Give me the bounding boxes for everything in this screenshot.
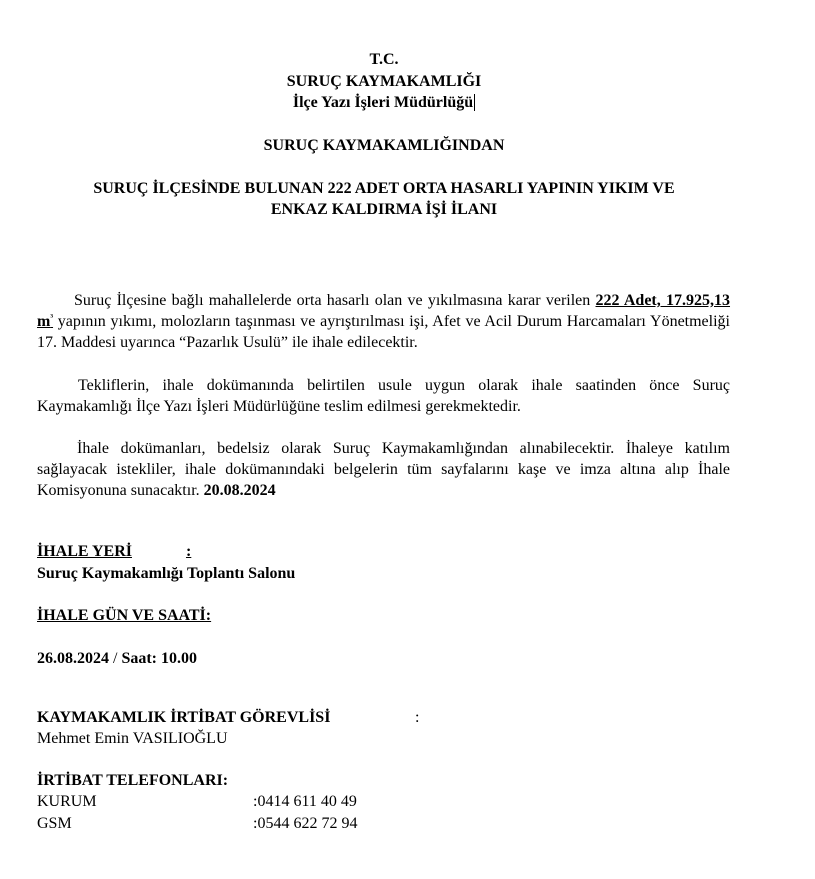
- phone-kurum-label: KURUM: [37, 793, 97, 810]
- paragraph-1-quantity: 222 Adet, 17.925,13 $m^{^3}$: [37, 292, 731, 330]
- header-mudurluk: [0, 92, 768, 113]
- paragraph-1-intro: Suruç İlçesine bağlı mahallelerde orta hasarlı olan ve yıkılmasına karar verilen: [74, 292, 596, 309]
- paragraph-3-date: 20.08.2024: [203, 482, 276, 499]
- paragraph-2: [37, 375, 730, 417]
- contact-value: Mehmet Emin VASILIOĞLU: [37, 730, 228, 747]
- phones-label: İRTİBAT TELEFONLARI:: [37, 772, 229, 789]
- paragraph-1: [37, 290, 730, 353]
- contact-colon: :: [415, 709, 420, 726]
- paragraph-2-text: Tekliflerin, ihale dokümanında belirtilen usule uygun olarak ihale saatinden önce Suruç Kaymakamlığı İlçe Yazı İşleri Müdürlüğüne teslim edilmesi gerekmektedir.: [37, 377, 730, 415]
- phone-gsm-label: GSM: [37, 815, 72, 832]
- place-value: Suruç Kaymakamlığı Toplantı Salonu: [37, 565, 296, 582]
- announcement-title-line2: ENKAZ KALDIRMA İŞİ İLANI: [270, 201, 498, 218]
- header-mudurluk-text: İlçe Yazı İşleri Müdürlüğü: [292, 94, 474, 111]
- phone-kurum-value: :0414 611 40 49: [253, 793, 357, 810]
- datetime-value: 26.08.2024 / Saat: 10.00: [37, 650, 198, 667]
- place-label: İHALE YERİ :: [37, 543, 192, 560]
- paragraph-3-text: İhale dokümanları, bedelsiz olarak Suruç Kaymakamlığından alınabilecektir. İhaleye katılım sağlayacak istekliler, ihale dokümanındaki belgelerin tüm sayfalarını kaşe ve imza altına alıp İhale Komisyonuna sunacaktır.: [37, 440, 730, 499]
- issuer-heading: SURUÇ KAYMAKAMLIĞINDAN: [263, 137, 505, 154]
- header-kaymakamlik: SURUÇ KAYMAKAMLIĞI: [286, 73, 482, 90]
- paragraph-1-rest: yapının yıkımı, molozların taşınması ve ayrıştırılması işi, Afet ve Acil Durum Harcamaları Yönetmeliği 17. Maddesi uyarınca “Pazarlık Usulü” ile ihale edilecektir.: [37, 313, 730, 351]
- header-tc: T.C.: [369, 51, 399, 68]
- contact-label: KAYMAKAMLIK İRTİBAT GÖREVLİSİ: [37, 709, 331, 726]
- announcement-title-line1: SURUÇ İLÇESİNDE BULUNAN 222 ADET ORTA HASARLI YAPININ YIKIM VE: [93, 180, 675, 197]
- phone-gsm-value: :0544 622 72 94: [253, 815, 358, 832]
- datetime-label: İHALE GÜN VE SAATİ:: [37, 607, 212, 624]
- paragraph-3: [37, 438, 730, 501]
